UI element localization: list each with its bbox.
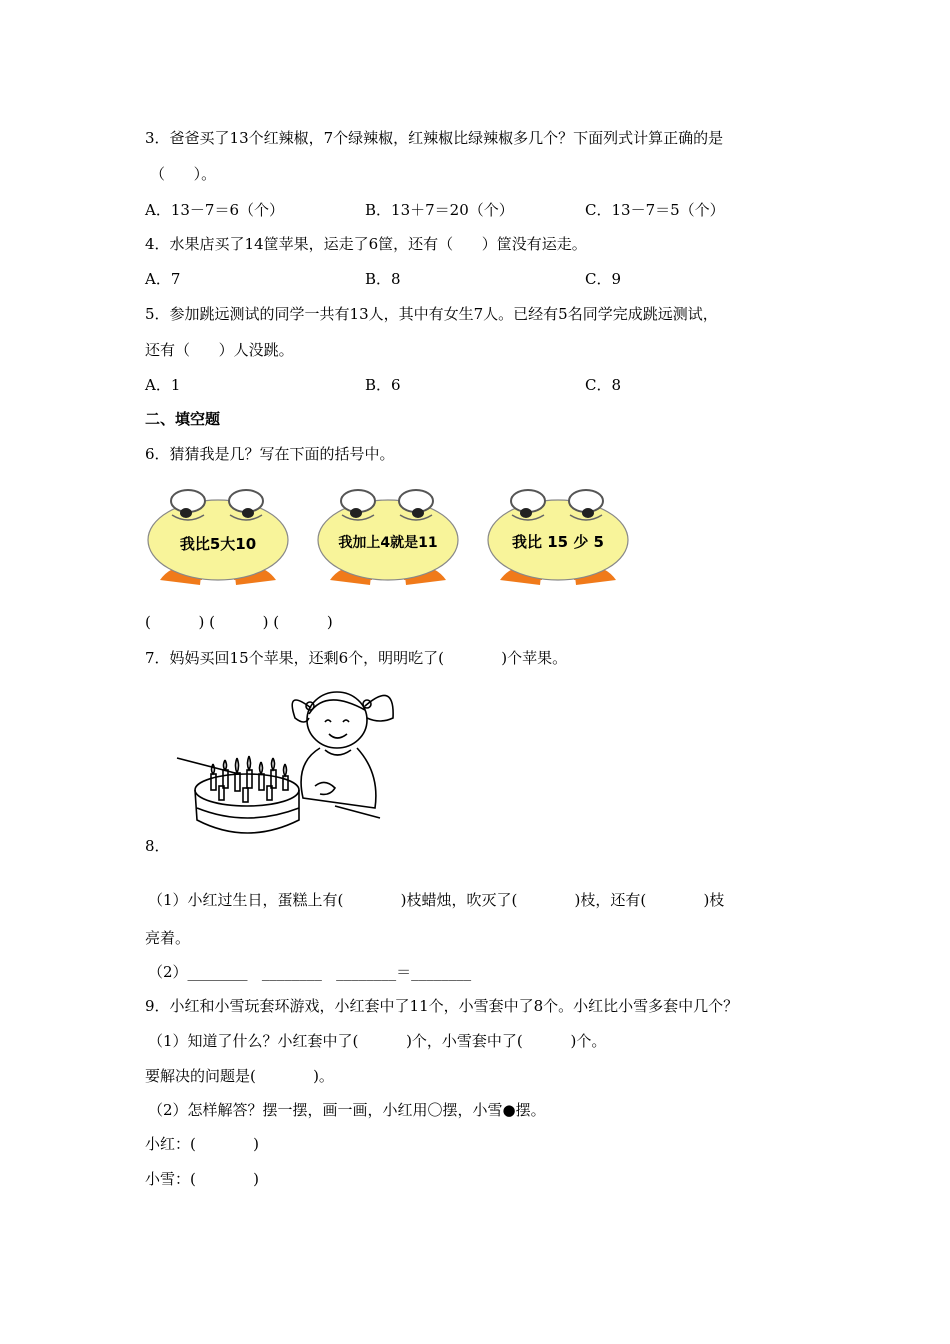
- frog-illustrations: [140, 485, 640, 590]
- q4-option-b: B．8: [365, 270, 401, 288]
- q5-option-c: C．8: [585, 376, 622, 394]
- q5-option-b: B．6: [365, 376, 401, 394]
- q5-option-a: A．1: [145, 376, 181, 394]
- section-title: 二、填空题: [145, 410, 221, 428]
- q8-part1: （1）小红过生日，蛋糕上有( )枝蜡烛，吹灭了( )枝，还有( )枝: [148, 891, 725, 909]
- q3-blank: （ ）。: [150, 165, 217, 183]
- q9-part2: （2）怎样解答？摆一摆，画一画，小红用〇摆，小雪●摆。: [148, 1101, 546, 1119]
- q9-xiaoxue-blank: 小雪：( ): [145, 1170, 259, 1188]
- q4-option-a: A．7: [145, 270, 181, 288]
- q3-option-a: A．13－7＝6（个）: [145, 201, 285, 219]
- q8-part2-equation-blanks: （2）________ ________ ________＝________: [148, 963, 472, 981]
- q3-stem: 3．爸爸买了13个红辣椒，7个绿辣椒，红辣椒比绿辣椒多几个？下面列式计算正确的是: [145, 129, 724, 147]
- q4-option-c: C．9: [585, 270, 622, 288]
- frog-2-label: 我加上4就是11: [338, 535, 438, 551]
- q8-part1-continued: 亮着。: [145, 929, 191, 947]
- q3-option-b: B．13＋7＝20（个）: [365, 201, 514, 219]
- q6-stem: 6．猜猜我是几？写在下面的括号中。: [145, 445, 395, 463]
- girl-with-cake-illustration: [175, 678, 400, 843]
- q3-option-c: C．13－7＝5（个）: [585, 201, 725, 219]
- frog-3-label: 我比 15 少 5: [512, 533, 604, 551]
- q9-stem: 9．小红和小雪玩套环游戏，小红套中了11个，小雪套中了8个。小红比小雪多套中几个？: [145, 997, 739, 1015]
- q8-number: 8．: [145, 837, 170, 855]
- q5-stem-continued: 还有（ ）人没跳。: [145, 341, 294, 359]
- q9-xiaohong-blank: 小红：( ): [145, 1135, 259, 1153]
- q4-stem: 4．水果店买了14筐苹果，运走了6筐，还有（ ）筐没有运走。: [145, 235, 587, 253]
- q5-stem: 5．参加跳远测试的同学一共有13人，其中有女生7人。已经有5名同学完成跳远测试，: [145, 305, 718, 323]
- q7-stem: 7．妈妈买回15个苹果，还剩6个，明明吃了( )个苹果。: [145, 649, 568, 667]
- q6-answer-blanks: ( ) ( ) ( ): [145, 613, 333, 631]
- q9-part1: （1）知道了什么？小红套中了( )个，小雪套中了( )个。: [148, 1032, 607, 1050]
- frog-2: [318, 490, 458, 585]
- frog-1-label: 我比5大10: [179, 535, 257, 553]
- frog-3: [488, 490, 628, 585]
- frog-1: [148, 490, 288, 585]
- q9-part1-question: 要解决的问题是( )。: [145, 1067, 334, 1085]
